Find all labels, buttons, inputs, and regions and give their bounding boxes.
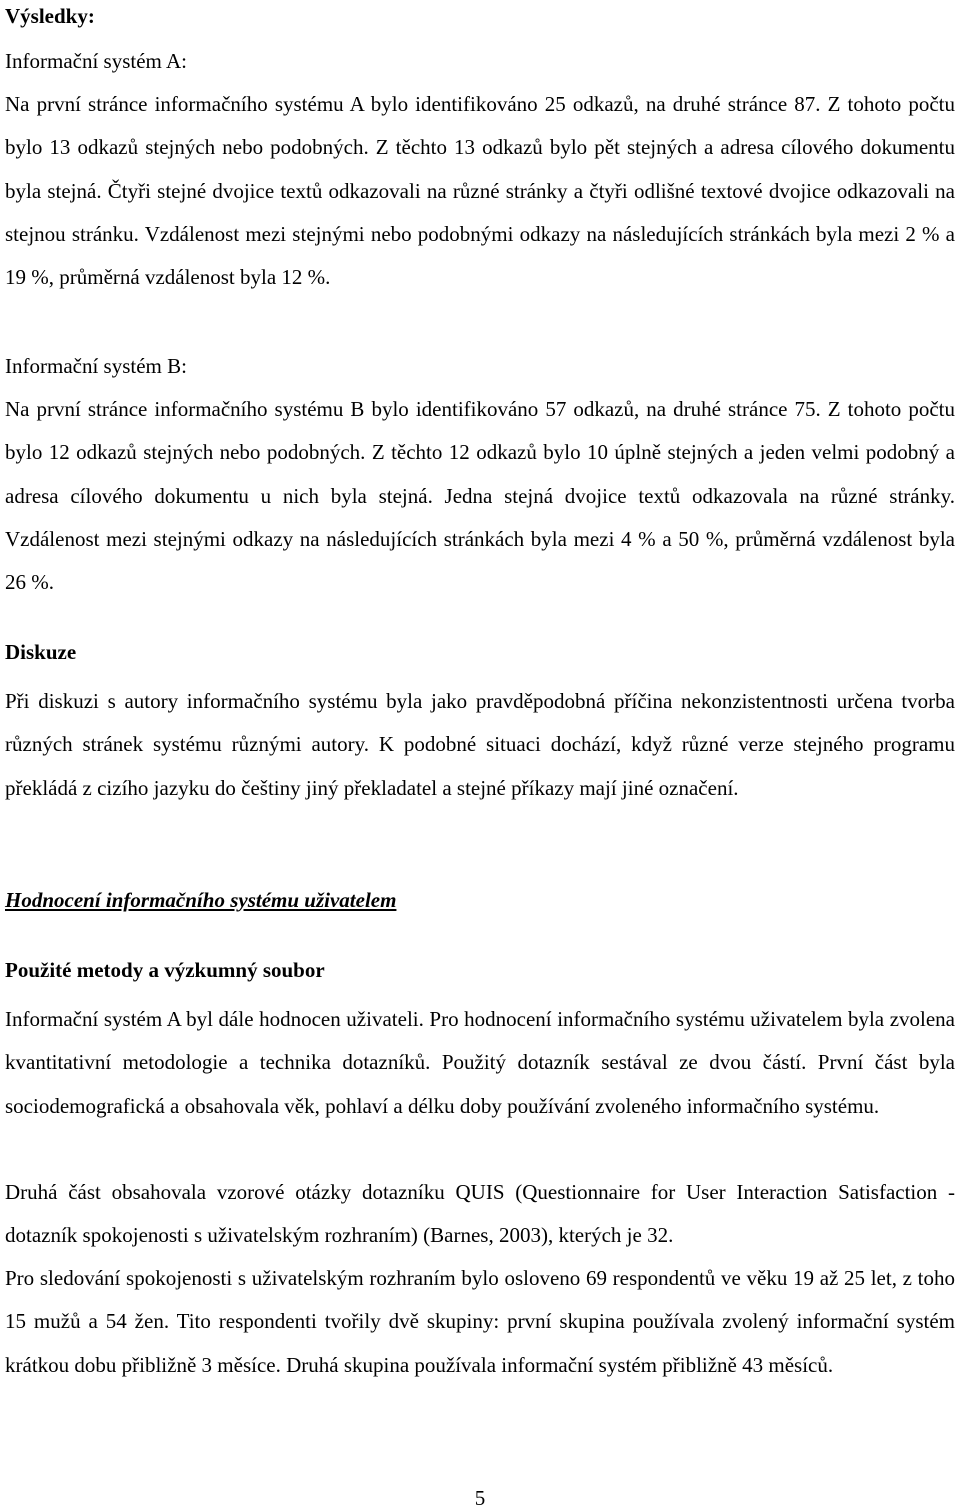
evaluation-heading: Hodnocení informačního systému uživatelem — [5, 888, 397, 912]
methods-paragraph-3: Pro sledování spokojenosti s uživatelským rozhraním bylo osloveno 69 respondentů ve věku 19 až 25 let, z toho 15 mužů a 54 žen. Tito respondenti tvořily dvě skupiny: první skupina používala zvolený informační systém krátkou dobu přibližně 3 měsíce. Druhá skupina používala informační systém přibližně 43 měsíců. — [5, 1266, 955, 1377]
system-a-label: Informační systém A: — [5, 49, 187, 73]
results-heading: Výsledky: — [5, 4, 95, 28]
methods-heading: Použité metody a výzkumný soubor — [5, 958, 325, 982]
discussion-heading: Diskuze — [5, 640, 77, 664]
methods-paragraph-1: Informační systém A byl dále hodnocen uživateli. Pro hodnocení informačního systému uživatelem byla zvolena kvantitativní metodologie a technika dotazníků. Použitý dotazník sestával ze dvou částí. První část byla sociodemografická a obsahovala věk, pohlaví a délku doby používání zvoleného informačního systému. — [5, 1007, 955, 1118]
system-b-label: Informační systém B: — [5, 354, 187, 378]
page-number: 5 — [474, 1486, 486, 1510]
methods-paragraph-2: Druhá část obsahovala vzorové otázky dotazníku QUIS (Questionnaire for User Interaction Satisfaction - dotazník spokojenosti s uživatelským rozhraním) (Barnes, 2003), kterých je 32. — [5, 1180, 955, 1248]
discussion-paragraph: Při diskuzi s autory informačního systému byla jako pravděpodobná příčina nekonzistentnosti určena tvorba různých stránek systému různými autory. K podobné situaci dochází, když různé verze stejného programu překládá z cizího jazyku do češtiny jiný překladatel a stejné příkazy mají jiné označení. — [5, 689, 955, 800]
system-a-paragraph: Na první stránce informačního systému A bylo identifikováno 25 odkazů, na druhé stránce 87. Z tohoto počtu bylo 13 odkazů stejných nebo podobných. Z těchto 13 odkazů bylo pět stejných a adresa cílového dokumentu byla stejná. Čtyři stejné dvojice textů odkazovali na různé stránky a čtyři odlišné textové dvojice odkazovali na stejnou stránku. Vzdálenost mezi stejnými nebo podobnými odkazy na následujících stránkách byla mezi 2 % a 19 %, průměrná vzdálenost byla 12 %. — [5, 92, 955, 290]
system-b-paragraph: Na první stránce informačního systému B bylo identifikováno 57 odkazů, na druhé stránce 75. Z tohoto počtu bylo 12 odkazů stejných nebo podobných. Z těchto 12 odkazů bylo 10 úplně stejných a jeden velmi podobný a adresa cílového dokumentu u nich byla stejná. Jedna stejná dvojice textů odkazovala na různé stránky. Vzdálenost mezi stejnými odkazy na následujících stránkách byla mezi 4 % a 50 %, průměrná vzdálenost byla 26 %. — [5, 397, 955, 595]
